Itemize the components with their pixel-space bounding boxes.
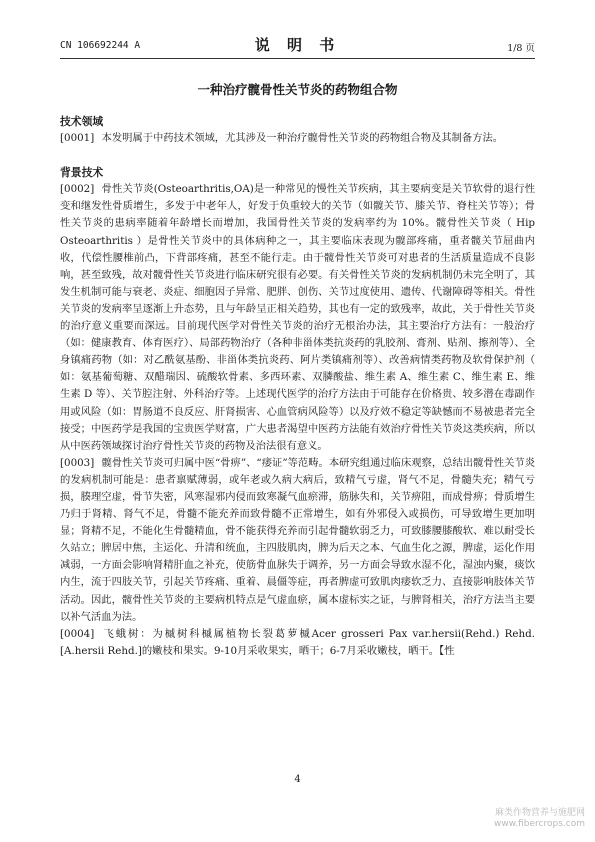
paragraph-text: 骨性关节炎(Osteoarthritis,OA)是一种常见的慢性关节疾病，其主要病变是关节软骨的退行性变和继发性骨质增生，多发于中老年人，好发于负重较大的关节（如髋关节、膝关节、脊柱关节等）；骨性关节炎的患病率随着年龄增长而增加，我国骨性关节炎的发病率约为 10%。髋骨性关节炎（ Hip Osteoarthritis ）是骨性关节炎中的具体病种之一，其主要临床表现为髋部疼痛，重者髋关节屈曲内收，代偿性腰椎前凸，下背部疼痛，甚至不能行走。由于髋骨性关节炎可对患者的生活质量造成不良影响，甚至致残，故对髋骨性关节炎进行临床研究很有必要。有关骨性关节炎的发病机制仍未完全明了，其发生机制可能与衰老、炎症、细胞因子异常、肥胖、创伤、关节过度使用、遗传、代谢障碍等相关。骨性关节炎的发病率呈逐渐上升态势，且与年龄呈正相关趋势，其也有一定的致残率，故此，关于骨性关节炎的治疗意义重要而深远。目前现代医学对骨性关节炎的治疗无根治办法，其主要治疗方法有：一般治疗（如：健康教育、体育医疗）、局部药物治疗（各种非甾体类抗炎药的乳胶剂、膏剂、贴剂、擦剂等）、全身镇痛药物（如：对乙酰氨基酚、非甾体类抗炎药、阿片类镇痛剂等）、改善病情类药物及软骨保护剂（ 如：氨基葡萄糖、双醋瑞因、硫酸软骨素、多西环素、双膦酸盐、维生素 A、维生素 C、维生素 E、维生素 D 等）、关节腔注射、外科治疗等。上述现代医学的治疗方法由于可能存在价格贵、较多潜在毒副作用或风险（如：胃肠道不良反应、肝肾损害、心血管病风险等）以及疗效不稳定等缺憾而不易被患者完全接受；中医药学是我国的宝贵医学财富，广大患者渴望中医药方法能有效治疗骨性关节炎这类疾病，所以从中医药领域探讨治疗骨性关节炎的药物及治法很有意义。 (60, 183, 535, 452)
paragraph-0002 (60, 181, 535, 455)
paragraph-0004 (60, 626, 535, 660)
paragraph-number: [0002] (60, 183, 95, 196)
page-header (60, 36, 535, 58)
paragraph-0001 (60, 130, 535, 147)
watermark-line-2: www.fibercrops.com (494, 819, 585, 829)
header-divider (60, 58, 535, 59)
document-type: 说 明 书 (254, 36, 341, 54)
paragraph-number: [0004] (60, 627, 95, 640)
paragraph-0003 (60, 455, 535, 626)
patent-number: CN 106692244 A (60, 40, 141, 51)
paragraph-text: 髋骨性关节炎可归属中医“骨痹”、“痿证”等范畴。本研究组通过临床观察，总结出髋骨性关节炎的发病机制可能是：患者禀赋薄弱，或年老或久病大病后，致精气亏虚，肾气不足，骨髓失充；精气亏损，腠理空虚，骨节失密，风寒湿邪内侵而致寒凝气血瘀滞，筋脉失和，关节痹阻，而成骨痹；骨质增生乃归于肾精、肾气不足，骨髓不能充养而致骨髓不正常增生，如有外邪侵入或损伤，可导致增生更加明显；肾精不足，不能化生骨髓精血，骨不能获得充养而引起骨髓软弱乏力，可致膝腰膝酸软、难以耐受长久站立；脾居中焦，主运化、升清和统血，主四肢肌肉，脾为后天之本、气血生化之源，脾虚，运化作用减弱，一方面会影响肾精肝血之补充，使筋骨血脉失于调养，另一方面会导致水湿不化，湿浊内聚，痰饮内生，流于四肢关节，引起关节疼痛、重着、晨僵等症，再者脾虚可致肌肉痿软乏力、直接影响肢体关节活动。因此，髋骨性关节炎的主要病机特点是气虚血瘀，属本虚标实之证，与脾肾相关，治疗方法当主要以补气活血为法。 (60, 456, 535, 623)
page-number: 4 (294, 774, 301, 785)
paragraph-text: 飞蛾树：为槭树科槭属植物长裂葛萝槭Acer grosseri Pax var.hersii(Rehd.) Rehd.[A.hersii Rehd.]的嫩枝和果实。9-10月采收果实，晒干；6-7月采收嫩枝，晒干。【性 (60, 627, 535, 657)
paragraph-number: [0001] (60, 132, 95, 145)
watermark-line-1: 麻类作物营养与施肥网 (494, 808, 585, 818)
section-heading-tech-field: 技术领域 (60, 115, 104, 128)
document-body (60, 113, 535, 660)
page-indicator: 1/8 页 (507, 43, 535, 54)
paragraph-text: 本发明属于中药技术领域，尤其涉及一种治疗髋骨性关节炎的药物组合物及其制备方法。 (101, 132, 504, 145)
paragraph-number: [0003] (60, 456, 95, 469)
section-heading-background: 背景技术 (60, 166, 104, 180)
site-watermark (494, 808, 585, 830)
document-title: 一种治疗髋骨性关节炎的药物组合物 (197, 82, 398, 97)
